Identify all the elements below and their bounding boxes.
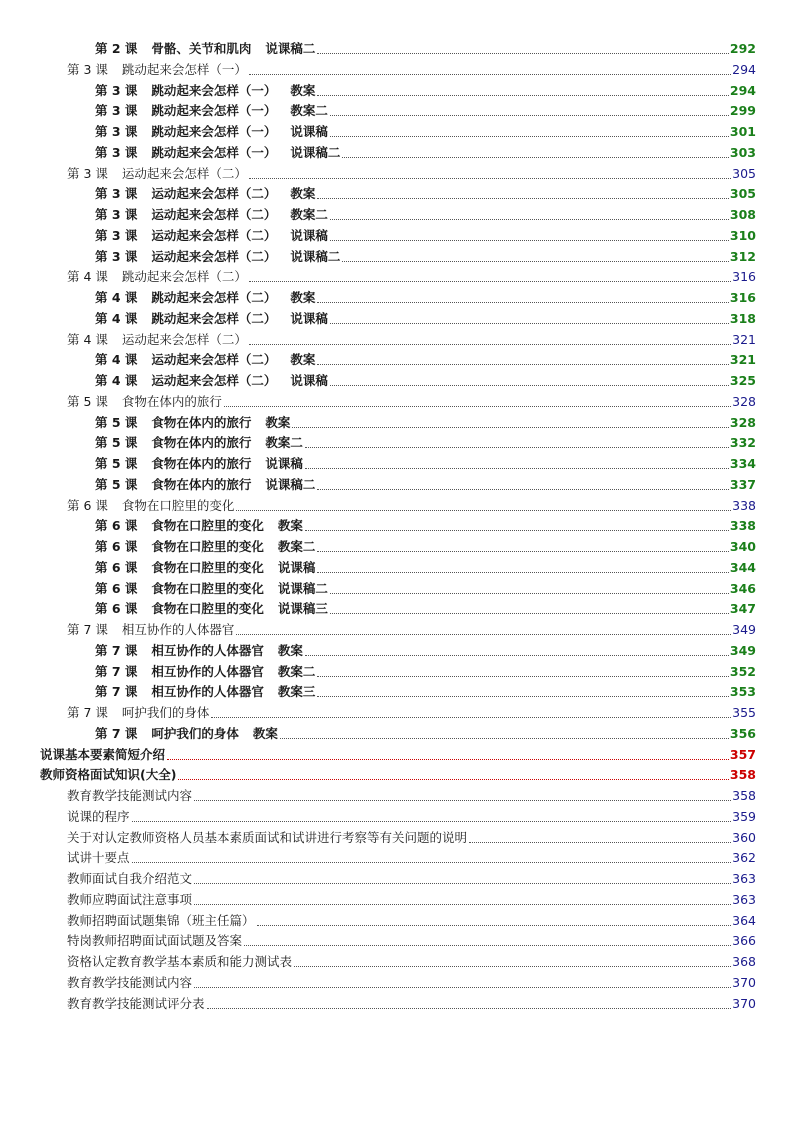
toc-entry-title (95, 601, 328, 617)
toc-entry-title (95, 352, 315, 368)
dot-leader (317, 551, 728, 552)
toc-entry-name: 说课基本要素简短介绍 (40, 746, 166, 762)
toc-entry[interactable] (95, 224, 756, 244)
toc-entry-title (67, 996, 205, 1012)
toc-entry-title (67, 788, 192, 804)
toc-entry[interactable] (95, 535, 756, 555)
dot-leader (330, 136, 729, 137)
toc-entry-name: 关于对认定教师资格人员基本素质面试和试讲进行考察等有关问题的说明 (67, 829, 468, 845)
toc-entry-kind: 教案 (290, 186, 316, 202)
toc-entry-lesson: 第 4 课 (95, 373, 138, 388)
toc-entry-kind: 教案二 (290, 103, 328, 119)
toc-page-number: 318 (729, 310, 756, 326)
toc-entry-title (95, 456, 303, 472)
toc-page-number: 294 (732, 61, 756, 77)
dot-leader (211, 717, 731, 718)
toc-entry-lesson: 第 5 课 (95, 414, 138, 430)
toc-entry-title (95, 643, 303, 659)
toc-page-number: 356 (729, 725, 756, 741)
toc-entry-title (40, 747, 165, 763)
toc-entry[interactable] (67, 971, 756, 991)
toc-entry-lesson: 第 6 课 (67, 497, 108, 513)
dot-leader (292, 427, 728, 428)
toc-entry-lesson: 第 3 课 (95, 144, 138, 160)
toc-page-number: 352 (729, 663, 756, 679)
toc-entry[interactable] (67, 867, 756, 887)
toc-entry-kind: 说课稿二 (265, 476, 316, 492)
toc-entry[interactable] (67, 909, 756, 929)
toc-entry-kind: 说课稿二 (290, 144, 341, 160)
toc-entry-name: 骨骼、关节和肌肉 (151, 41, 252, 56)
toc-entry-name: 跳动起来会怎样（二） (121, 269, 247, 285)
dot-leader (317, 364, 728, 365)
toc-entry-title (95, 41, 315, 57)
dot-leader (330, 385, 729, 386)
toc-entry-title (67, 809, 130, 825)
toc-entry-name: 运动起来会怎样（二） (151, 207, 277, 222)
toc-entry-kind: 说课稿 (265, 456, 303, 471)
toc-entry[interactable] (95, 245, 756, 265)
toc-entry-title (67, 622, 234, 638)
toc-entry[interactable] (40, 763, 756, 783)
toc-entry-kind: 说课稿 (290, 227, 328, 243)
toc-entry-name: 食物在体内的旅行 (151, 456, 252, 471)
toc-page-number: 360 (732, 829, 756, 845)
toc-entry-title (95, 435, 303, 451)
toc-entry-lesson: 第 6 课 (95, 539, 138, 554)
toc-entry-kind: 教案二 (290, 207, 328, 222)
toc-entry-name: 运动起来会怎样（二） (151, 352, 277, 368)
toc-entry[interactable] (95, 141, 756, 161)
toc-page-number: 363 (732, 871, 756, 886)
dot-leader (330, 323, 729, 324)
toc-entry-name: 教育教学技能测试评分表 (67, 995, 205, 1011)
toc-entry-title (95, 415, 290, 431)
dot-leader (317, 572, 728, 573)
toc-page-number: 368 (732, 954, 756, 969)
toc-entry[interactable] (67, 390, 756, 410)
toc-entry-name: 相互协作的人体器官 (121, 622, 235, 637)
toc-entry-title (95, 145, 340, 161)
toc-entry-lesson: 第 4 课 (95, 352, 138, 368)
toc-page-number: 355 (732, 705, 756, 720)
dot-leader (194, 800, 731, 801)
toc-entry[interactable] (95, 307, 756, 327)
toc-page-number: 303 (729, 144, 756, 160)
toc-entry-title (95, 726, 278, 742)
toc-entry-title (67, 394, 222, 410)
dot-leader (330, 115, 729, 116)
toc-entry-name: 跳动起来会怎样（一） (151, 124, 277, 139)
toc-page-number: 332 (729, 435, 756, 451)
toc-entry-name: 运动起来会怎样（二） (121, 165, 247, 181)
toc-entry[interactable] (95, 286, 756, 306)
toc-page-number: 340 (729, 539, 756, 554)
toc-entry-lesson: 第 3 课 (67, 61, 108, 77)
toc-page-number: 357 (729, 746, 756, 762)
toc-entry[interactable] (95, 660, 756, 680)
toc-entry-name: 跳动起来会怎样（一） (151, 144, 277, 160)
toc-entry-name: 跳动起来会怎样（一） (121, 61, 247, 77)
dot-leader (305, 655, 729, 656)
toc-entry-title (67, 166, 247, 182)
toc-entry-name: 相互协作的人体器官 (151, 663, 264, 679)
toc-entry[interactable] (67, 162, 756, 182)
toc-entry-title (95, 539, 315, 555)
toc-entry-lesson: 第 7 课 (67, 622, 108, 637)
toc-entry-name: 说课的程序 (67, 808, 130, 824)
dot-leader (249, 344, 731, 345)
toc-entry-lesson: 第 5 课 (95, 476, 138, 492)
dot-leader (224, 406, 731, 407)
toc-entry-name: 呵护我们的身体 (151, 725, 239, 741)
toc-entry-lesson: 第 3 课 (95, 227, 138, 243)
toc-entry-lesson: 第 3 课 (95, 103, 138, 119)
dot-leader (469, 842, 731, 843)
toc-entry-kind: 教案 (290, 290, 316, 305)
toc-entry-lesson: 第 6 课 (95, 601, 138, 617)
toc-entry-name: 食物在体内的旅行 (151, 435, 252, 451)
toc-page-number: 359 (732, 808, 756, 824)
toc-entry-lesson: 第 2 课 (95, 41, 138, 56)
toc-entry-title (67, 850, 130, 866)
toc-entry-name: 运动起来会怎样（二） (151, 248, 277, 264)
toc-page-number: 301 (729, 124, 756, 139)
toc-entry-title (67, 498, 234, 514)
toc-entry[interactable] (67, 701, 756, 721)
toc-page-number: 338 (732, 497, 756, 513)
toc-entry-kind: 说课稿二 (265, 41, 316, 56)
toc-entry-kind: 说课稿二 (277, 580, 328, 596)
toc-entry-name: 相互协作的人体器官 (151, 684, 264, 700)
toc-entry-lesson: 第 3 课 (67, 165, 108, 181)
toc-entry-lesson: 第 7 课 (95, 684, 138, 700)
toc-entry-kind: 说课稿 (290, 310, 328, 326)
toc-entry[interactable] (95, 639, 756, 659)
toc-entry-lesson: 第 7 课 (95, 663, 138, 679)
toc-entry-name: 食物在口腔里的变化 (151, 580, 264, 596)
dot-leader (330, 219, 729, 220)
toc-entry-lesson: 第 4 课 (95, 310, 138, 326)
toc-entry-lesson: 第 7 课 (67, 705, 108, 720)
toc-page-number: 310 (729, 227, 756, 243)
toc-entry-title (95, 103, 328, 119)
toc-entry-title (67, 892, 192, 908)
dot-leader (236, 510, 731, 511)
dot-leader (178, 779, 728, 780)
toc-entry-name: 教师面试自我介绍范文 (67, 871, 193, 886)
dot-leader (317, 696, 728, 697)
toc-page-number: 347 (729, 601, 756, 617)
toc-entry-lesson: 第 3 课 (95, 207, 138, 222)
toc-entry-name: 运动起来会怎样（二） (121, 331, 247, 347)
toc-entry-name: 食物在口腔里的变化 (151, 518, 264, 534)
toc-page-number: 308 (729, 207, 756, 222)
dot-leader (194, 904, 731, 905)
dot-leader (294, 966, 731, 967)
toc-entry[interactable] (67, 328, 756, 348)
dot-leader (342, 261, 728, 262)
toc-entry[interactable] (67, 846, 756, 866)
toc-page-number: 292 (729, 41, 756, 56)
toc-entry-name: 教育教学技能测试内容 (67, 788, 193, 803)
toc-entry-title (67, 62, 247, 78)
toc-entry-kind: 教案 (277, 642, 303, 658)
toc-page-number: 364 (732, 912, 756, 928)
dot-leader (305, 447, 729, 448)
toc-entry-lesson: 第 6 课 (95, 559, 138, 575)
toc-entry-name: 食物在口腔里的变化 (151, 559, 264, 575)
dot-leader (305, 530, 729, 531)
toc-entry-kind: 说课稿 (290, 124, 328, 139)
toc-entry-name: 教师资格面试知识(大全) (40, 767, 177, 783)
toc-page-number: 316 (729, 290, 756, 305)
toc-entry[interactable] (95, 120, 756, 140)
toc-entry[interactable] (67, 618, 756, 638)
toc-page-number: 362 (732, 850, 756, 866)
toc-entry[interactable] (95, 597, 756, 617)
dot-leader (317, 198, 728, 199)
toc-entry-title (95, 560, 315, 576)
toc-entry-kind: 教案 (265, 414, 291, 430)
toc-page-number: 349 (732, 622, 756, 637)
toc-entry-name: 食物在口腔里的变化 (121, 497, 235, 513)
toc-entry-name: 教师应聘面试注意事项 (67, 891, 193, 907)
toc-entry-lesson: 第 5 课 (95, 435, 138, 451)
toc-page-number: 337 (729, 476, 756, 492)
dot-leader (342, 157, 728, 158)
toc-entry-kind: 教案 (252, 725, 278, 741)
toc-entry[interactable] (95, 411, 756, 431)
toc-page-number: 353 (729, 684, 756, 700)
toc-entry-lesson: 第 4 课 (67, 269, 108, 285)
toc-entry-title (95, 684, 315, 700)
dot-leader (194, 883, 731, 884)
toc-entry-name: 跳动起来会怎样（一） (151, 103, 277, 119)
toc-entry-title (95, 477, 315, 493)
toc-entry-kind: 教案二 (277, 663, 316, 679)
toc-page-number: 312 (729, 248, 756, 264)
toc-page-number: 299 (729, 103, 756, 119)
toc-entry[interactable] (95, 348, 756, 368)
toc-entry-title (40, 767, 176, 783)
dot-leader (132, 862, 732, 863)
toc-entry[interactable] (95, 452, 756, 472)
toc-entry-name: 运动起来会怎样（二） (151, 373, 277, 388)
toc-page-number: 305 (729, 186, 756, 202)
toc-entry-title (95, 290, 315, 306)
toc-entry-title (95, 228, 328, 244)
toc-entry-kind: 说课稿三 (277, 601, 328, 617)
toc-entry-title (95, 186, 315, 202)
toc-entry[interactable] (95, 182, 756, 202)
toc-page-number: 325 (729, 373, 756, 388)
toc-entry[interactable] (95, 203, 756, 223)
toc-page-number: 358 (729, 767, 756, 783)
dot-leader (236, 634, 731, 635)
toc-entry-title (95, 664, 315, 680)
dot-leader (249, 74, 731, 75)
dot-leader (330, 593, 729, 594)
toc-entry[interactable] (95, 37, 756, 57)
toc-entry-title (95, 311, 328, 327)
toc-entry[interactable] (95, 577, 756, 597)
toc-entry-name: 教育教学技能测试内容 (67, 974, 193, 990)
toc-page-number: 316 (732, 269, 756, 285)
toc-entry[interactable] (67, 950, 756, 970)
toc-entry[interactable] (95, 99, 756, 119)
toc-entry-lesson: 第 3 课 (95, 248, 138, 264)
toc-entry-kind: 教案 (290, 352, 316, 368)
toc-entry[interactable] (67, 805, 756, 825)
toc-entry-lesson: 第 3 课 (95, 124, 138, 139)
dot-leader (194, 987, 731, 988)
toc-entry-title (67, 269, 247, 285)
toc-page-number: 305 (732, 165, 756, 181)
toc-entry[interactable] (95, 514, 756, 534)
toc-entry-lesson: 第 3 课 (95, 82, 138, 98)
toc-entry-title (67, 975, 192, 991)
toc-page-number: 370 (732, 974, 756, 990)
toc-entry-name: 跳动起来会怎样（二） (151, 310, 277, 326)
toc-entry-title (67, 871, 192, 887)
toc-entry-name: 食物在体内的旅行 (151, 476, 252, 492)
toc-page-number: 328 (732, 393, 756, 409)
toc-entry-kind: 教案三 (277, 684, 316, 700)
toc-entry-lesson: 第 5 课 (95, 456, 138, 471)
toc-page-number: 328 (729, 414, 756, 430)
toc-entry-name: 跳动起来会怎样（二） (151, 290, 277, 305)
toc-page-number: 366 (732, 933, 756, 949)
toc-entry[interactable] (67, 929, 756, 949)
dot-leader (330, 240, 729, 241)
toc-page-number: 344 (729, 559, 756, 575)
dot-leader (132, 821, 732, 822)
toc-entry-title (67, 954, 292, 970)
toc-page-number: 349 (729, 642, 756, 658)
dot-leader (317, 676, 728, 677)
toc-entry[interactable] (95, 431, 756, 451)
toc-entry-title (67, 913, 255, 929)
dot-leader (317, 53, 728, 54)
toc-entry-kind: 说课稿二 (290, 248, 341, 264)
toc-page-number: 294 (729, 82, 756, 98)
toc-entry-lesson: 第 7 课 (95, 642, 138, 658)
toc-entry-name: 食物在体内的旅行 (151, 414, 252, 430)
toc-entry-kind: 说课稿 (290, 373, 328, 388)
toc-entry-name: 食物在口腔里的变化 (151, 601, 264, 617)
toc-entry[interactable] (67, 58, 756, 78)
toc-entry[interactable] (67, 265, 756, 285)
toc-entry-name: 试讲十要点 (67, 850, 130, 866)
toc-entry-lesson: 第 7 课 (95, 725, 138, 741)
toc-entry-title (95, 83, 315, 99)
toc-entry-title (67, 705, 209, 721)
toc-page-number: 346 (729, 580, 756, 596)
toc-entry-title (67, 830, 467, 846)
toc-entry[interactable] (67, 826, 756, 846)
dot-leader (207, 1008, 732, 1009)
toc-entry[interactable] (67, 992, 756, 1012)
toc-entry-lesson: 第 3 课 (95, 186, 138, 202)
toc-entry-name: 运动起来会怎样（二） (151, 227, 277, 243)
toc-entry-title (95, 518, 303, 534)
toc-entry-kind: 说课稿 (277, 559, 316, 575)
dot-leader (257, 925, 732, 926)
toc-entry-kind: 教案 (290, 82, 316, 98)
toc-entry-lesson: 第 5 课 (67, 393, 108, 409)
dot-leader (249, 178, 731, 179)
toc-entry-kind: 教案 (277, 518, 303, 534)
toc-entry-lesson: 第 6 课 (95, 580, 138, 596)
dot-leader (317, 95, 728, 96)
toc-entry-title (67, 933, 242, 949)
toc-entry-name: 资格认定教育教学基本素质和能力测试表 (67, 954, 293, 969)
toc-entry-name: 特岗教师招聘面试面试题及答案 (67, 933, 243, 949)
toc-entry[interactable] (95, 680, 756, 700)
toc-entry[interactable] (95, 79, 756, 99)
toc-entry[interactable] (67, 888, 756, 908)
toc-entry-title (67, 332, 247, 348)
dot-leader (305, 468, 729, 469)
toc-entry[interactable] (95, 473, 756, 493)
toc-entry-title (95, 373, 328, 389)
toc-page-number: 338 (729, 518, 756, 534)
toc-entry-kind: 教案二 (277, 539, 316, 554)
toc-entry-name: 相互协作的人体器官 (151, 642, 264, 658)
dot-leader (317, 489, 728, 490)
toc-page-number: 370 (732, 995, 756, 1011)
toc-page-number: 321 (729, 352, 756, 368)
toc-entry[interactable] (67, 494, 756, 514)
toc-entry-name: 教师招聘面试题集锦（班主任篇） (67, 912, 255, 928)
toc-entry[interactable] (95, 369, 756, 389)
toc-entry-lesson: 第 4 课 (67, 331, 108, 347)
toc-entry-name: 食物在口腔里的变化 (151, 539, 264, 554)
dot-leader (244, 945, 731, 946)
dot-leader (280, 738, 729, 739)
dot-leader (249, 281, 731, 282)
toc-entry[interactable] (40, 743, 756, 763)
toc-entry-title (95, 207, 328, 223)
toc-entry-kind: 教案二 (265, 435, 303, 451)
dot-leader (167, 759, 729, 760)
toc-page-number: 358 (732, 788, 756, 803)
toc-entry[interactable] (95, 556, 756, 576)
toc-page-number: 321 (732, 331, 756, 347)
toc-entry-lesson: 第 6 课 (95, 518, 138, 534)
dot-leader (317, 302, 728, 303)
toc-entry[interactable] (95, 722, 756, 742)
dot-leader (330, 613, 729, 614)
toc-entry-title (95, 581, 328, 597)
toc-entry-title (95, 249, 340, 265)
toc-entry-name: 呵护我们的身体 (121, 705, 210, 720)
toc-entry-name: 运动起来会怎样（二） (151, 186, 277, 202)
toc-entry[interactable] (67, 784, 756, 804)
toc-page-number: 334 (729, 456, 756, 471)
toc-page-number: 363 (732, 891, 756, 907)
toc-entry-name: 跳动起来会怎样（一） (151, 82, 277, 98)
toc-entry-title (95, 124, 328, 140)
toc-entry-name: 食物在体内的旅行 (121, 393, 222, 409)
toc-entry-lesson: 第 4 课 (95, 290, 138, 305)
